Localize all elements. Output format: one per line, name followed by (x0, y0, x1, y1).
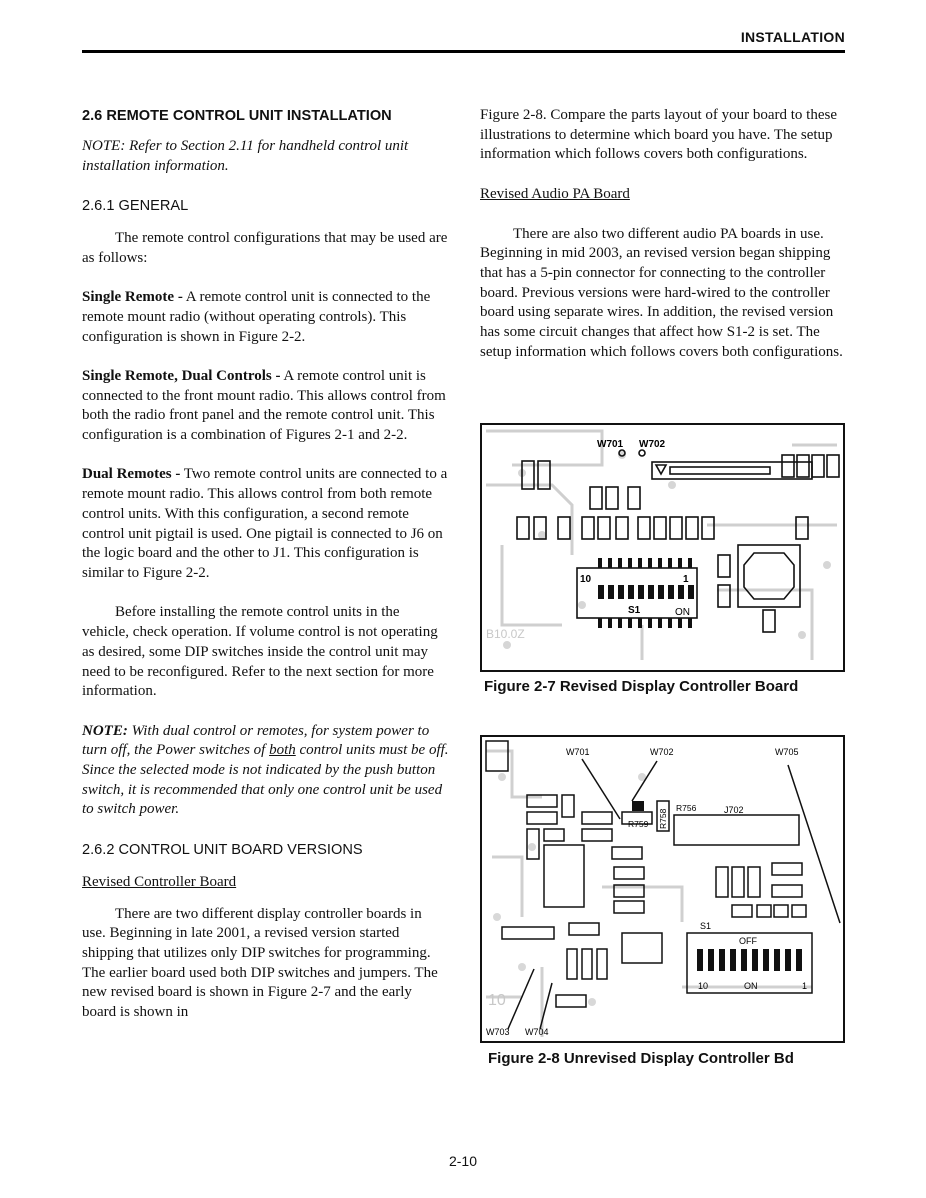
dual-controls-paragraph (82, 367, 449, 446)
r758-label: R758 (658, 808, 668, 829)
subsection-general: 2.6.1 GENERAL (82, 198, 189, 215)
intro-paragraph: The remote control configurations that may be used are as follows: (82, 230, 448, 266)
page-header (82, 28, 845, 53)
audio-paragraph: There are also two different audio PA boards in use. Beginning in mid 2003, an revised version began shipping that has a 5-pin connector for connecting to the controller board. Previous versions were hard-wired to the controller board using separate wires. In addition, the revised version has some circuit changes that affect how S1-2 is set. The setup information which follows covers both configurations. (480, 225, 843, 360)
j702-label: J702 (724, 805, 744, 815)
switch-left-label: 10 (698, 981, 709, 991)
power-note-text-a: With dual control or remotes, for system power to turn off, the Power switches of (82, 722, 430, 759)
s1-label: S1 (628, 605, 641, 616)
subsection-board-versions: 2.6.2 CONTROL UNIT BOARD VERSIONS (82, 841, 363, 858)
s1-label: S1 (700, 921, 712, 931)
header-title: INSTALLATION (740, 29, 845, 45)
w702-label: W702 (650, 747, 674, 757)
unrevised-board-diagram (482, 737, 843, 1041)
dual-controls-label: Single Remote, Dual Controls - (82, 367, 281, 384)
power-note (82, 722, 449, 821)
on-label: ON (675, 607, 690, 618)
dual-remotes-paragraph (82, 465, 449, 583)
power-note-text-b: control units must be off. Since the selected mode is not indicated by the push button switch, it is recommended that only one control unit be used to switch power. (82, 742, 449, 818)
off-label: OFF (739, 936, 757, 946)
single-remote-paragraph (82, 288, 449, 347)
single-remote-label: Single Remote - (82, 289, 183, 306)
page-number: 2-10 (448, 1153, 478, 1169)
w702-label: W702 (639, 439, 666, 450)
r756-label: R756 (676, 803, 697, 813)
dual-remotes-label: Dual Remotes - (82, 466, 181, 483)
board-id: B10.0Z (486, 627, 525, 641)
note-handheld: NOTE: Refer to Section 2.11 for handheld control unit installation information. (82, 138, 409, 174)
figure-2-7-caption: Figure 2-7 Revised Display Controller Board (484, 678, 799, 695)
compare-paragraph: Figure 2-8. Compare the parts layout of your board to these illustrations to determine which board you have. The setup information which follows covers both configurations. (480, 107, 837, 163)
before-installing-paragraph: Before installing the remote control units in the vehicle, check operation. If volume control is not operating as desired, some DIP switches inside the control unit may need to be reconfigured. Refer to the next section for more information. (82, 604, 438, 700)
figure-2-7 (480, 423, 845, 672)
w704-label: W704 (525, 1027, 549, 1037)
revised-board-diagram (482, 425, 843, 670)
w701-label: W701 (566, 747, 590, 757)
dual-controls-text: A remote control unit is connected to the front mount radio. This allows control from both the radio front panel and the remote control unit. This configuration is a combination of Figures 2-1 and 2-2. (82, 367, 446, 444)
left-column (82, 106, 449, 1042)
section-title: 2.6 REMOTE CONTROL UNIT INSTALLATION (82, 108, 392, 124)
power-note-label: NOTE: (82, 722, 128, 739)
single-remote-text: A remote control unit is connected to the remote mount radio (without operating controls). This configuration is shown in Figure 2-2. (82, 289, 431, 345)
r759-label: R759 (628, 819, 649, 829)
w701-label: W701 (597, 439, 624, 450)
board-id: 10 (488, 992, 506, 1009)
figure-2-8-caption: Figure 2-8 Unrevised Display Controller Bd (488, 1050, 794, 1067)
w705-label: W705 (775, 747, 799, 757)
switch-right-label: 1 (802, 981, 808, 991)
figure-2-8 (480, 735, 845, 1043)
dual-remotes-text: Two remote control units are connected to a remote mount radio. This allows control from both remote control units. With this configuration, a second remote control unit pigtail is used. One pigtail is connected to J6 on the logic board and the other to J1. This configuration is similar to Figure 2-2. (82, 466, 448, 581)
revised-audio-heading: Revised Audio PA Board (480, 185, 630, 202)
right-column (480, 106, 846, 382)
revised-controller-heading: Revised Controller Board (82, 873, 237, 890)
w703-label: W703 (486, 1027, 510, 1037)
switch-left-label: 10 (580, 574, 592, 585)
board-versions-paragraph: There are two different display controller boards in use. Beginning in late 2001, a revised version started shipping that utilizes only DIP switches for programming. The earlier board used both DIP switches and jumpers. The new revised board is shown in Figure 2-7 and the early board is shown in (82, 905, 438, 1021)
on-label: ON (744, 981, 758, 991)
power-note-both: both (269, 742, 296, 759)
switch-right-label: 1 (683, 574, 689, 585)
